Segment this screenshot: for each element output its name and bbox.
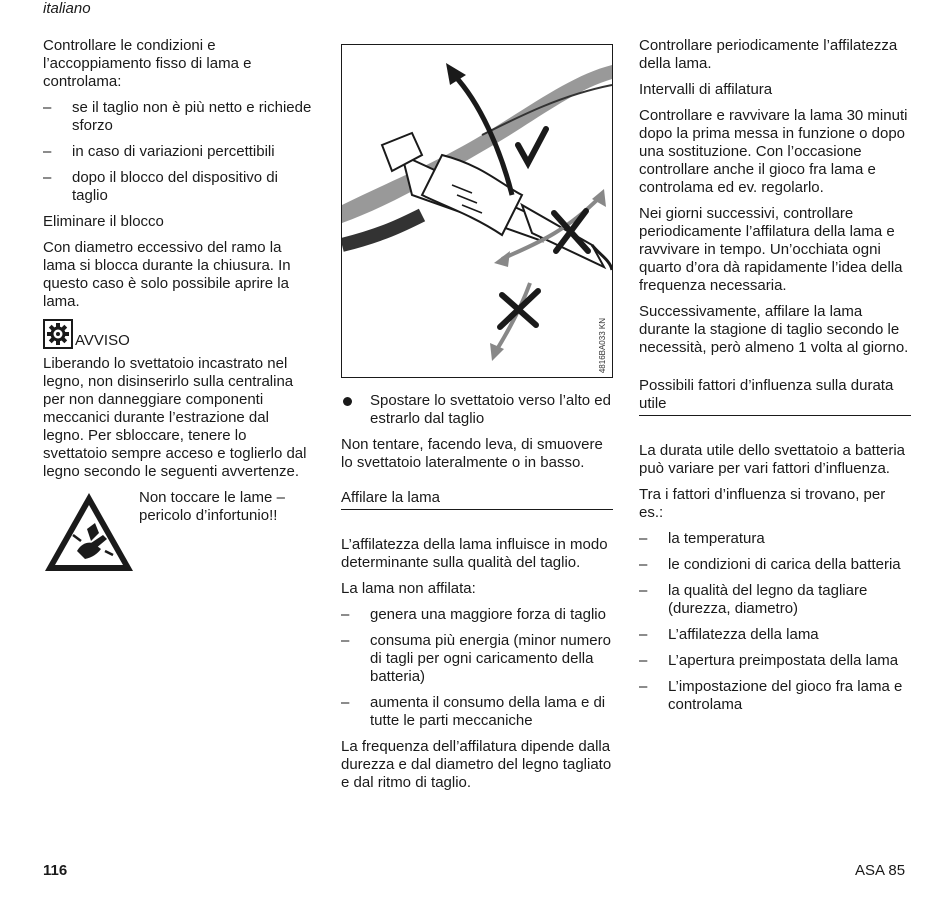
list-item: – L’impostazione del gioco fra lama e controlama [639,678,911,714]
figure-code: 4816BA033 KN [598,317,607,373]
sharpness-paragraph: L’affilatezza della lama influisce in modo determinante sulla qualità del taglio. [341,536,608,571]
section-heading-sharpen: Affilare la lama [341,489,613,510]
list-item: – le condizioni di carica della batteria [639,556,911,574]
unblock-paragraph: Con diametro eccessivo del ramo la lama si blocca durante la chiusura. In questo caso è solo possibile aprire la lama. [43,239,291,310]
column-middle [341,44,613,800]
section-heading-lifespan: Possibili fattori d’influenza sulla durata utile [639,377,911,416]
warning-line-2: pericolo d’infortunio!! [139,507,278,524]
intro-paragraph: Controllare le condizioni e l’accoppiamento fisso di lama e controlama: [43,37,252,90]
factors-paragraph: Tra i fattori d’influenza si trovano, per es.: [639,486,886,521]
bullet-item [341,392,613,428]
column-left [43,37,313,577]
warning-line-1: Non toccare le lame – [139,489,285,506]
list-item: – la qualità del legno da tagliare (durezza, diametro) [639,582,911,618]
list-item: – L’affilatezza della lama [639,626,911,644]
warning-block [43,489,313,577]
model-name: ASA 85 [855,862,906,879]
list-item: – aumenta il consumo della lama e di tutte le parti meccaniche [341,694,613,730]
notice-header [43,319,313,349]
lifespan-paragraph: La durata utile dello svettatoio a batteria può variare per vari fattori d’influenza. [639,442,906,477]
intervals-paragraph-3: Successivamente, affilare la lama durante la stagione di taglio secondo le necessità, però almeno 1 volta al giorno. [639,303,909,356]
intervals-paragraph-1: Controllare e ravvivare la lama 30 minuti dopo la prima messa in funzione o dopo una sostituzione. Con l’occasione controllare anche il gioco fra lama e controlama ed ev. regolarlo. [639,107,908,196]
list-item: – genera una maggiore forza di taglio [341,606,613,624]
bullet-text: Spostare lo svettatoio verso l’alto ed estrarlo dal taglio [370,392,611,427]
bullet-dot-icon [343,397,352,406]
dull-blade-list [341,606,613,730]
hand-cut-warning-icon [43,489,139,577]
list-item: – consuma più energia (minor numero di tagli per ogni caricamento della batteria) [341,632,613,686]
notice-title: AVVISO [75,332,130,349]
list-item: – dopo il blocco del dispositivo di taglio [43,169,313,205]
leverage-paragraph: Non tentare, facendo leva, di smuovere lo svettatoio lateralmente o in basso. [341,436,603,471]
subheading-intervals: Intervalli di affilatura [639,81,773,98]
dull-blade-paragraph: La lama non affilata: [341,580,476,597]
list-item: – la temperatura [639,530,911,548]
subheading-unblock: Eliminare il blocco [43,213,164,230]
list-item: – L’apertura preimpostata della lama [639,652,911,670]
frequency-paragraph: La frequenza dell’affilatura dipende dalla durezza e dal diametro del legno tagliato e dal ritmo di taglio. [341,738,612,791]
pruner-drawing [342,45,612,377]
page-number: 116 [43,862,68,879]
check-conditions-list [43,99,313,205]
pruner-illustration [341,44,613,378]
factors-list [639,530,911,714]
gear-notice-icon [43,319,73,349]
check-sharpness-paragraph: Controllare periodicamente l’affilatezza della lama. [639,37,898,72]
intervals-paragraph-2: Nei giorni successivi, controllare periodicamente l’affilatura della lama e ravvivare in tempo. Un’occhiata ogni quarto d’ora dà rapidamente l’idea della frequenza necessaria. [639,205,903,294]
language-label: italiano [43,0,91,17]
list-item: – in caso di variazioni percettibili [43,143,313,161]
column-right [639,37,911,722]
list-item: – se il taglio non è più netto e richiede sforzo [43,99,313,135]
notice-paragraph: Liberando lo svettatoio incastrato nel legno, non disinserirlo sulla centralina per non danneggiare componenti meccanici durante l’estrazione dal legno. Per sbloccare, tenere lo svettatoio sempre acceso e toglierlo dal legno secondo le seguenti avvertenze. [43,355,307,480]
